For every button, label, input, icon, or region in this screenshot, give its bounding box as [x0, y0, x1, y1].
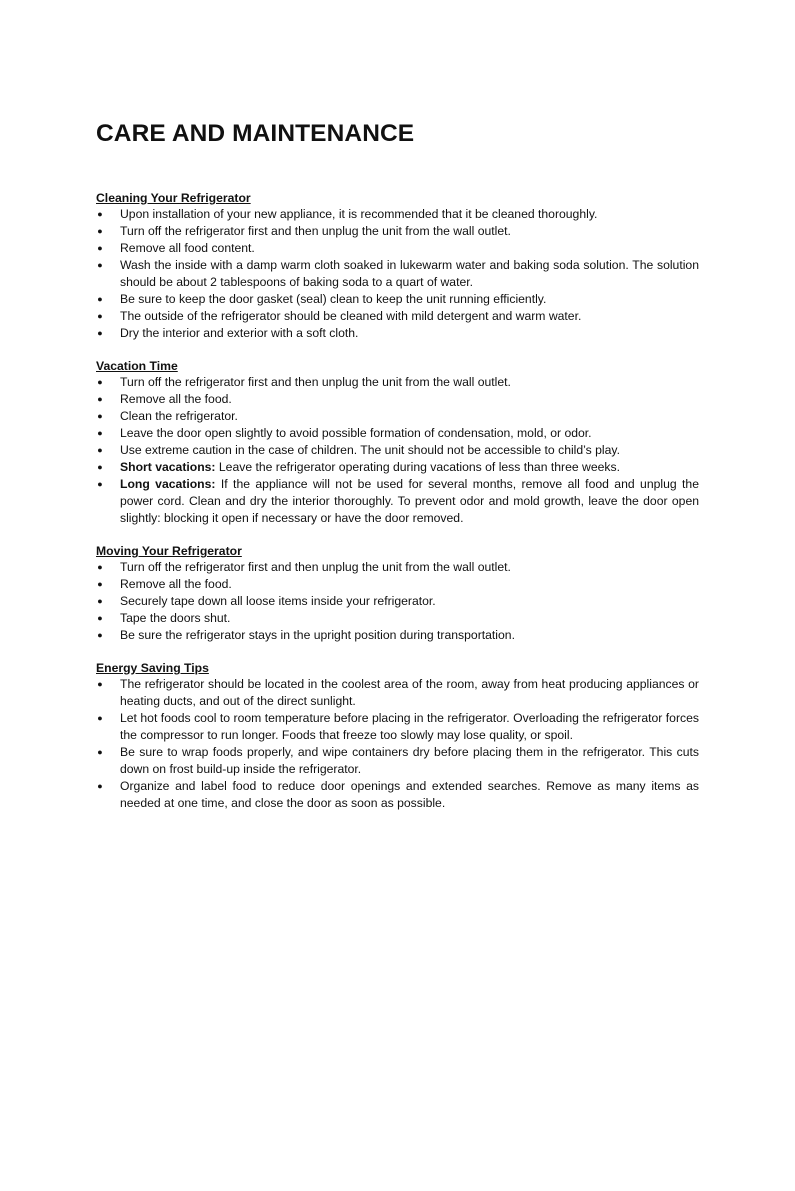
- item-text: Upon installation of your new appliance, it is recommended that it be cleaned thoroughly.: [120, 207, 598, 221]
- bullet-icon: ●: [97, 411, 103, 421]
- item-text: Remove all the food.: [120, 577, 232, 591]
- bullet-icon: ●: [97, 209, 103, 219]
- bullet-icon: ●: [97, 596, 103, 606]
- item-text: Organize and label food to reduce door openings and extended searches. Remove as many items as needed at one time, and close the door as soon as possible.: [120, 779, 699, 810]
- page-title: CARE AND MAINTENANCE: [96, 120, 415, 147]
- bullet-icon: ●: [97, 562, 103, 572]
- list-item: [96, 240, 699, 257]
- list-item: [96, 257, 699, 291]
- bullet-icon: ●: [97, 294, 103, 304]
- bullet-icon: ●: [97, 226, 103, 236]
- bullet-icon: ●: [97, 679, 103, 689]
- item-text: Turn off the refrigerator first and then unplug the unit from the wall outlet.: [120, 224, 511, 238]
- item-bold-label: Short vacations:: [120, 460, 216, 474]
- bullet-icon: ●: [97, 579, 103, 589]
- item-text: Let hot foods cool to room temperature before placing in the refrigerator. Overloading the refrigerator forces the compressor to run longer. Foods that freeze too slowly may lose quality, or spoil.: [120, 711, 699, 742]
- bullet-icon: ●: [97, 445, 103, 455]
- list-item: [96, 408, 699, 425]
- list-item: [96, 744, 699, 778]
- item-text: If the appliance will not be used for several months, remove all food and unplug the power cord. Clean and dry the interior thoroughly. To prevent odor and mold growth, leave the door open slightly: blocking it open if necessary or have the door removed.: [120, 477, 699, 525]
- list-item: [96, 442, 699, 459]
- item-text: Use extreme caution in the case of children. The unit should not be accessible to child’s play.: [120, 443, 620, 457]
- bullet-list: [96, 206, 699, 342]
- list-item: [96, 676, 699, 710]
- bullet-icon: ●: [97, 462, 103, 472]
- item-text: Be sure to wrap foods properly, and wipe containers dry before placing them in the refrigerator. This cuts down on frost build-up inside the refrigerator.: [120, 745, 699, 776]
- item-text: Leave the door open slightly to avoid possible formation of condensation, mold, or odor.: [120, 426, 592, 440]
- list-item: [96, 325, 699, 342]
- bullet-icon: ●: [97, 713, 103, 723]
- document-page: [96, 118, 699, 829]
- section-vacation: [96, 359, 699, 527]
- list-item: [96, 576, 699, 593]
- bullet-list: [96, 374, 699, 527]
- list-item: [96, 291, 699, 308]
- bullet-icon: ●: [97, 781, 103, 791]
- list-item: [96, 459, 699, 476]
- bullet-icon: ●: [97, 613, 103, 623]
- item-text: The refrigerator should be located in the coolest area of the room, away from heat producing appliances or heating ducts, and out of the direct sunlight.: [120, 677, 699, 708]
- item-bold-label: Long vacations:: [120, 477, 216, 491]
- section-cleaning: [96, 191, 699, 342]
- section-heading: Vacation Time: [96, 359, 178, 373]
- list-item: [96, 391, 699, 408]
- list-item: [96, 710, 699, 744]
- bullet-icon: ●: [97, 630, 103, 640]
- list-item: [96, 308, 699, 325]
- list-item: [96, 223, 699, 240]
- list-item: [96, 778, 699, 812]
- list-item: [96, 593, 699, 610]
- item-text: Be sure the refrigerator stays in the upright position during transportation.: [120, 628, 515, 642]
- item-text: Wash the inside with a damp warm cloth soaked in lukewarm water and baking soda solution. The solution should be about 2 tablespoons of baking soda to a quart of water.: [120, 258, 699, 289]
- bullet-icon: ●: [97, 260, 103, 270]
- item-text: Dry the interior and exterior with a soft cloth.: [120, 326, 359, 340]
- list-item: [96, 610, 699, 627]
- item-text: Turn off the refrigerator first and then unplug the unit from the wall outlet.: [120, 375, 511, 389]
- bullet-list: [96, 676, 699, 812]
- list-item: [96, 206, 699, 223]
- item-text: Be sure to keep the door gasket (seal) clean to keep the unit running efficiently.: [120, 292, 547, 306]
- bullet-icon: ●: [97, 394, 103, 404]
- item-text: Tape the doors shut.: [120, 611, 231, 625]
- bullet-icon: ●: [97, 479, 103, 489]
- item-text: Remove all food content.: [120, 241, 255, 255]
- section-heading: Energy Saving Tips: [96, 661, 209, 675]
- bullet-icon: ●: [97, 377, 103, 387]
- list-item: [96, 476, 699, 527]
- bullet-icon: ●: [97, 328, 103, 338]
- section-energy: [96, 661, 699, 812]
- item-text: Securely tape down all loose items inside your refrigerator.: [120, 594, 436, 608]
- section-heading: Moving Your Refrigerator: [96, 544, 242, 558]
- list-item: [96, 627, 699, 644]
- bullet-icon: ●: [97, 243, 103, 253]
- section-heading: Cleaning Your Refrigerator: [96, 191, 251, 205]
- item-text: Leave the refrigerator operating during vacations of less than three weeks.: [215, 460, 620, 474]
- list-item: [96, 425, 699, 442]
- item-text: Turn off the refrigerator first and then unplug the unit from the wall outlet.: [120, 560, 511, 574]
- list-item: [96, 374, 699, 391]
- bullet-icon: ●: [97, 747, 103, 757]
- bullet-icon: ●: [97, 311, 103, 321]
- item-text: The outside of the refrigerator should be cleaned with mild detergent and warm water.: [120, 309, 582, 323]
- list-item: [96, 559, 699, 576]
- item-text: Remove all the food.: [120, 392, 232, 406]
- bullet-list: [96, 559, 699, 644]
- section-moving: [96, 544, 699, 644]
- item-text: Clean the refrigerator.: [120, 409, 238, 423]
- bullet-icon: ●: [97, 428, 103, 438]
